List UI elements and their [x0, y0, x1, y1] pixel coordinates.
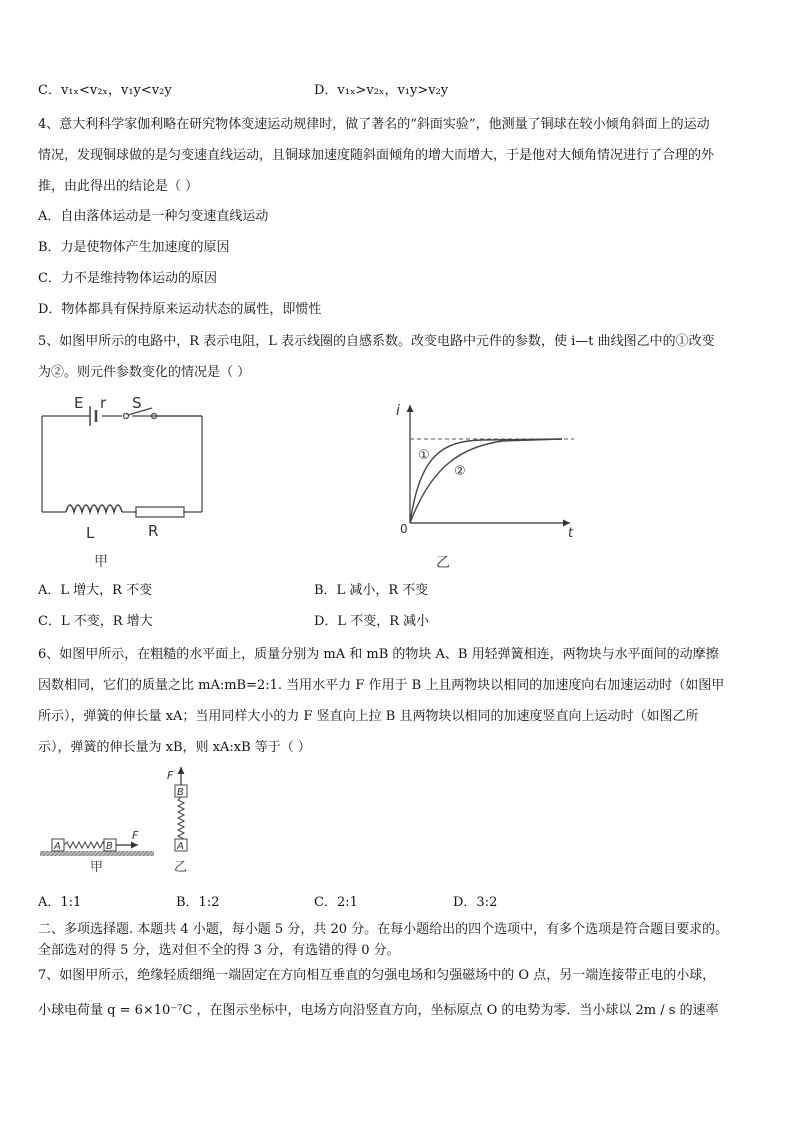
- q5-option-b: B．L 减小，R 不变: [314, 583, 429, 598]
- q4-stem-line3: 推，由此得出的结论是（ ）: [38, 179, 199, 194]
- q6-caption-yi: 乙: [174, 860, 188, 875]
- q6-block-a-left: A: [54, 841, 61, 852]
- q5-circuit-figure: [38, 390, 218, 570]
- q5-graph-origin: 0: [400, 522, 408, 536]
- q5-label-r: r: [100, 394, 107, 412]
- q5-label-l: L: [86, 524, 95, 542]
- section2-header-line1: 二、多项选择题. 本题共 4 小题，每小题 5 分，共 20 分。在每小题给出的四个选项中，有多个选项是符合题目要求的。: [38, 922, 729, 937]
- q5-option-a: A．L 增大，R 不变: [38, 583, 153, 598]
- q6-option-a: A．1:1: [38, 895, 82, 910]
- q5-option-c: C．L 不变，R 增大: [38, 614, 153, 629]
- q3-option-d: D．v₁ₓ>v₂ₓ，v₁y>v₂y: [314, 83, 449, 98]
- q4-option-a: A．自由落体运动是一种匀变速直线运动: [38, 209, 269, 224]
- section2-header-line2: 全部选对的得 5 分，选对但不全的得 3 分，有选错的得 0 分。: [38, 943, 400, 958]
- q4-stem-line1: 4、意大利科学家伽利略在研究物体变速运动规律时，做了著名的“斜面实验”，他测量了铜球在较小倾角斜面上的运动: [38, 117, 710, 132]
- q6-block-b-left: B: [106, 841, 113, 852]
- q7-stem-line2: 小球电荷量 q = 6×10⁻⁷C ，在图示坐标中，电场方向沿竖直方向，坐标原点 O 的电势为零．当小球以 2m / s 的速率: [38, 1003, 719, 1018]
- q6-force-left: F: [132, 829, 139, 842]
- q6-stem-line4: 示），弹簧的伸长量为 xB，则 xA:xB 等于（ ）: [38, 740, 311, 755]
- q6-block-b-right: B: [177, 787, 184, 798]
- q5-stem-line2: 为②。则元件参数变化的情况是（ ）: [38, 365, 251, 380]
- q5-curve1-label: ①: [418, 448, 430, 463]
- q5-label-r-resistor: R: [148, 522, 159, 540]
- q6-block-a-right: A: [177, 841, 184, 852]
- q3-option-c: C．v₁ₓ<v₂ₓ，v₁y<v₂y: [38, 83, 172, 98]
- q6-option-c: C．2:1: [314, 895, 358, 910]
- q5-stem-line1: 5、如图甲所示的电路中，R 表示电阻，L 表示线圈的自感系数。改变电路中元件的参数，使 i—t 曲线图乙中的①改变: [38, 334, 715, 349]
- q6-option-b: B．1:2: [176, 895, 220, 910]
- q6-force-right: F: [167, 769, 174, 782]
- q5-curve2-label: ②: [454, 464, 466, 479]
- q6-caption-jia: 甲: [90, 860, 104, 875]
- q5-label-e: E: [74, 394, 84, 412]
- q4-stem-line2: 情况，发现铜球做的是匀变速直线运动，且铜球加速度随斜面倾角的增大而增大，于是他对大倾角情况进行了合理的外: [38, 148, 715, 163]
- q5-label-s: S: [132, 394, 142, 412]
- q7-stem-line1: 7、如图甲所示，绝缘轻质细绳一端固定在方向相互垂直的匀强电场和匀强磁场中的 O 点，另一端连接带正电的小球，: [38, 968, 716, 983]
- q4-option-c: C．力不是维持物体运动的原因: [38, 271, 217, 286]
- q6-spring-figure: [38, 765, 208, 880]
- q5-caption-jia: 甲: [94, 554, 108, 570]
- q5-graph-x-label: t: [568, 526, 574, 541]
- q5-it-graph: [392, 395, 592, 575]
- q6-stem-line1: 6、如图甲所示，在粗糙的水平面上，质量分别为 mA 和 mB 的物块 A、B 用轻弹簧相连，两物块与水平面间的动摩擦: [38, 647, 719, 662]
- q6-stem-line3: 所示），弹簧的伸长量 xA；当用同样大小的力 F 竖直向上拉 B 且两物块以相同的加速度竖直向上运动时（如图乙所: [38, 709, 699, 724]
- q5-graph-y-label: i: [396, 403, 400, 419]
- q4-option-b: B．力是使物体产生加速度的原因: [38, 240, 230, 255]
- q5-caption-yi: 乙: [436, 555, 450, 571]
- q6-option-d: D．3:2: [453, 895, 498, 910]
- q5-option-d: D．L 不变，R 减小: [314, 614, 430, 629]
- q6-stem-line2: 因数相同，它们的质量之比 mA:mB=2:1. 当用水平力 F 作用于 B 上且两物块以相同的加速度向右加速运动时（如图甲: [38, 678, 725, 693]
- q4-option-d: D．物体都具有保持原来运动状态的属性，即惯性: [38, 302, 322, 317]
